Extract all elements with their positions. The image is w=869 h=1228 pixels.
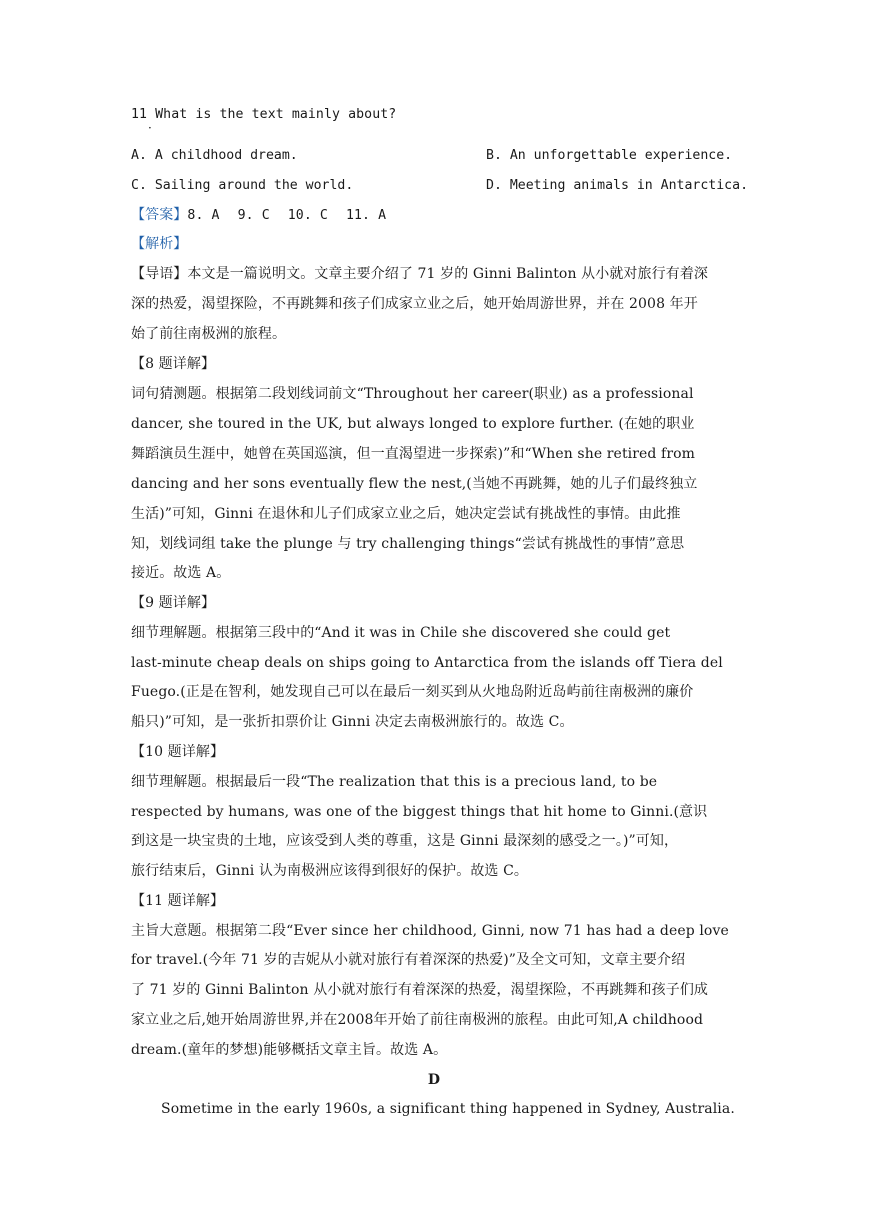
section-heading: D <box>427 1072 441 1088</box>
body-line: 船只)”可知，是一张折扣票价让 Ginni 决定去南极洲旅行的。故选 C。 <box>131 714 574 730</box>
body-line: 生活)”可知，Ginni 在退休和儿子们成家立业之后，她决定尝试有挑战性的事情。由此推 <box>131 506 681 522</box>
body-line: 家立业之后,她开始周游世界,并在2008年开始了前往南极洲的旅程。由此可知,A childhood <box>131 1012 704 1028</box>
body-line: 接近。故选 A。 <box>131 565 231 581</box>
body-line: 了 71 岁的 Ginni Balinton 从小就对旅行有着深深的热爱，渴望探险，不再跳舞和孩子们成 <box>131 982 709 998</box>
body-line: 词句猜测题。根据第二段划线词前文“Throughout her career(职业) as a professional <box>131 386 694 402</box>
body-line: dancing and her sons eventually flew the nest,(当她不再跳舞，她的儿子们最终独立 <box>131 476 698 492</box>
body-line: 细节理解题。根据第三段中的“And it was in Chile she discovered she could get <box>131 625 671 641</box>
section-label-11: 【11 题详解】 <box>131 893 225 909</box>
answer-line <box>131 205 737 226</box>
answer-item: 11. A <box>345 208 387 223</box>
body-line: Fuego.(正是在智利，她发现自己可以在最后一刻买到从火地岛附近岛屿前往南极洲的廉价 <box>131 684 694 700</box>
body-line: 【导语】本文是一篇说明文。文章主要介绍了 71 岁的 Ginni Balinton 从小就对旅行有着深 <box>131 266 709 282</box>
passage-line: Sometime in the early 1960s, a significant thing happened in Sydney, Australia. <box>161 1101 735 1117</box>
option-b: B. An unforgettable experience. <box>486 148 733 163</box>
body-line: 始了前往南极洲的旅程。 <box>131 326 287 342</box>
answer-item: 10. C <box>287 208 328 223</box>
body-line: last-minute cheap deals on ships going to Antarctica from the islands off Tiera del <box>131 655 723 671</box>
body-line: for travel.(今年 71 岁的吉妮从小就对旅行有着深深的热爱)”及全文可知，文章主要介绍 <box>131 952 686 968</box>
option-a: A. A childhood dream. <box>131 148 298 163</box>
body-line: dream.(童年的梦想)能够概括文章主旨。故选 A。 <box>131 1042 448 1058</box>
analysis-label: 【解析】 <box>131 236 188 252</box>
section-label-9: 【9 题详解】 <box>131 595 216 611</box>
body-line: 知，划线词组 take the plunge 与 try challenging things“尝试有挑战性的事情”意思 <box>131 536 685 552</box>
section-label-8: 【8 题详解】 <box>131 356 216 372</box>
body-line: 主旨大意题。根据第二段“Ever since her childhood, Ginni, now 71 has had a deep love <box>131 923 729 939</box>
section-label-10: 【10 题详解】 <box>131 744 225 760</box>
body-line: 旅行结束后，Ginni 认为南极洲应该得到很好的保护。故选 C。 <box>131 863 528 879</box>
body-line: respected by humans, was one of the biggest things that hit home to Ginni.(意识 <box>131 804 708 820</box>
body-line: dancer, she toured in the UK, but always longed to explore further. (在她的职业 <box>131 416 695 432</box>
body-line: 舞蹈演员生涯中，她曾在英国巡演，但一直渴望进一步探索)”和“When she retired from <box>131 446 696 462</box>
question-stem <box>131 105 737 125</box>
answer-item: 8. A <box>187 208 220 223</box>
body-line: 到这是一块宝贵的土地，应该受到人类的尊重，这是 Ginni 最深刻的感受之一。)”可知， <box>131 833 679 849</box>
question-number-dot: · <box>148 121 152 135</box>
answer-label: 【答案】 <box>131 207 188 223</box>
body-line: 深的热爱，渴望探险，不再跳舞和孩子们成家立业之后，她开始周游世界，并在 2008 年开 <box>131 296 698 312</box>
question-number: 11 <box>131 107 148 122</box>
body-line: 细节理解题。根据最后一段“The realization that this is a precious land, to be <box>131 774 658 790</box>
answer-item: 9. C <box>237 208 270 223</box>
option-d: D. Meeting animals in Antarctica. <box>486 178 749 193</box>
option-c: C. Sailing around the world. <box>131 178 354 193</box>
question-text: What is the text mainly about? <box>155 107 397 122</box>
